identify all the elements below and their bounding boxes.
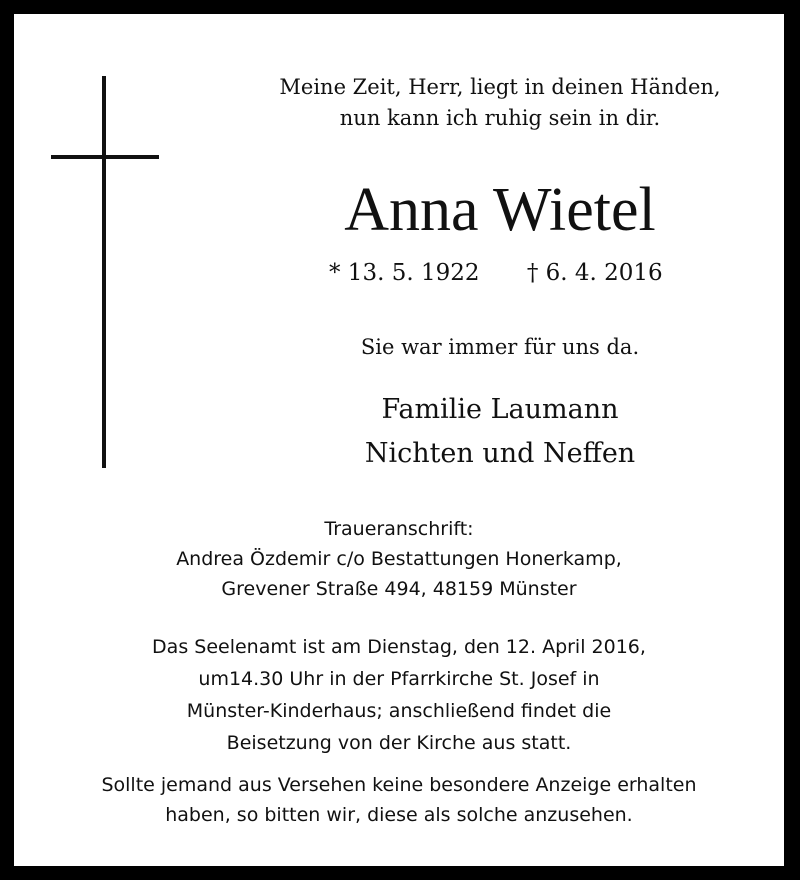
notice-line: Sollte jemand aus Versehen keine besondere Anzeige erhalten: [101, 774, 697, 796]
condolence-address: [14, 514, 784, 604]
mourner-line: Nichten und Neffen: [364, 438, 636, 469]
address-line-1: Andrea Özdemir c/o Bestattungen Honerkamp,: [176, 548, 622, 570]
mourner-line: Familie Laumann: [381, 394, 619, 425]
service-line: Beisetzung von der Kirche aus statt.: [226, 732, 572, 754]
service-line: Münster-Kinderhaus; anschließend findet die: [186, 700, 612, 722]
service-info: [14, 631, 784, 759]
notice-line: haben, so bitten wir, diese als solche anzusehen.: [165, 804, 633, 826]
verse-line-1: Meine Zeit, Herr, liegt in deinen Händen,: [279, 75, 721, 99]
service-line: Das Seelenamt ist am Dienstag, den 12. April 2016,: [152, 636, 646, 658]
cross-icon-bar: [51, 155, 159, 159]
verse-line-2: nun kann ich ruhig sein in dir.: [339, 106, 661, 130]
mourners: [260, 388, 740, 476]
obituary-notice: [14, 14, 784, 866]
death-date: † 6. 4. 2016: [526, 260, 663, 286]
cross-icon: [102, 76, 106, 468]
address-line-2: Grevener Straße 494, 48159 Münster: [221, 578, 577, 600]
notice-text: [14, 770, 784, 830]
birth-date: * 13. 5. 1922: [329, 260, 480, 286]
deceased-name: Anna Wietel: [344, 176, 656, 244]
address-label: Traueranschrift:: [324, 518, 474, 540]
bible-verse: [260, 72, 740, 134]
motto: Sie war immer für uns da.: [360, 335, 640, 359]
service-line: um14.30 Uhr in der Pfarrkirche St. Josef in: [198, 668, 600, 690]
life-dates: [329, 258, 663, 288]
